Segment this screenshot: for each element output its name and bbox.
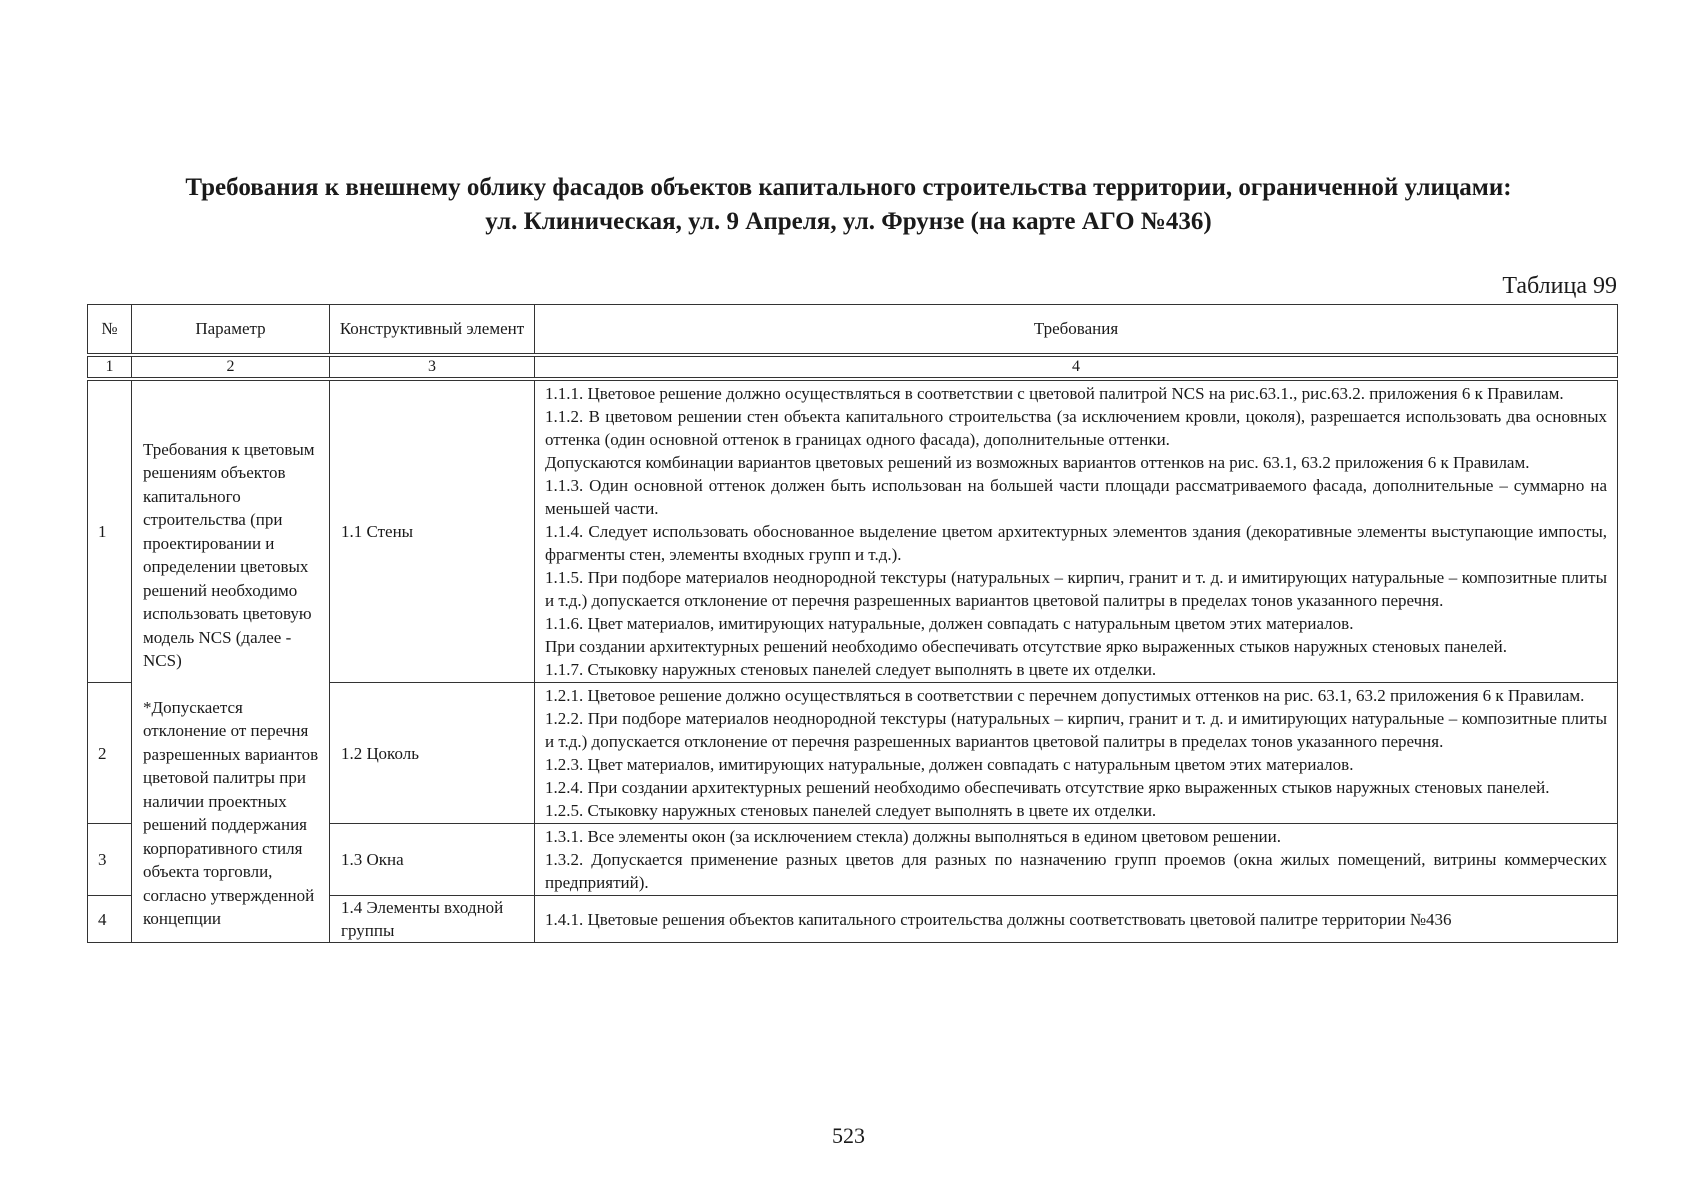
header-no: № [88, 305, 132, 356]
requirement-item: 1.1.1. Цветовое решение должно осуществляться в соответствии с цветовой палитрой NCS на рис.63.1., рис.63.2. приложения 6 к Правилам. [545, 384, 1564, 403]
requirement-item: 1.2.5. Стыковку наружных стеновых панелей следует выполнять в цвете их отделки. [545, 801, 1157, 820]
requirement-item: 1.1.6. Цвет материалов, имитирующих натуральные, должен совпадать с натуральным цветом этих материалов. [545, 614, 1354, 633]
requirement-item: 1.3.2. Допускается применение разных цветов для разных по назначению групп проемов (окна жилых помещений, витрины коммерческих предприятий). [545, 850, 1607, 892]
param-text: Требования к цветовым решениям объектов капитального строительства (при проектировании и определении цветовых решений необходимо использовать цветовую модель NCS (далее - NCS) [143, 439, 315, 670]
table-row [88, 379, 1618, 683]
requirement-item: 1.1.2. В цветовом решении стен объекта капитального строительства (за исключением кровли, цоколя), разрешается использовать два основных оттенка (один основной оттенок в границах одного фасада), дополнительные оттенки. [545, 407, 1607, 449]
requirements-cell [535, 896, 1618, 943]
col-number: 1 [88, 355, 132, 379]
table-label: Таблица 99 [1502, 273, 1617, 299]
requirement-item: 1.3.1. Все элементы окон (за исключением стекла) должны выполняться в едином цветовом решении. [545, 827, 1281, 846]
element-cell: 1.2 Цоколь [330, 683, 535, 824]
requirement-item: 1.1.4. Следует использовать обоснованное выделение цветом архитектурных элементов здания (декоративные элементы выступающие импосты, фрагменты стен, элементы входных групп и т.д.). [545, 522, 1607, 564]
element-cell: 1.4 Элементы входной группы [330, 896, 535, 943]
header-param: Параметр [132, 305, 330, 356]
requirement-item: 1.2.1. Цветовое решение должно осуществляться в соответствии с перечнем допустимых оттенков на рис. 63.1, 63.2 приложения 6 к Правилам. [545, 686, 1585, 705]
requirement-item: 1.2.2. При подборе материалов неоднородной текстуры (натуральных – кирпич, гранит и т. д. и имитирующих натуральные – композитные плиты и т.д.) допускается отклонение от перечня разрешенных вариантов цветовой палитры в пределах тонов указанного перечня. [545, 709, 1607, 751]
requirement-item: Допускаются комбинации вариантов цветовых решений из возможных вариантов оттенков на рис. 63.1, 63.2 приложения 6 к Правилам. [545, 453, 1530, 472]
element-cell: 1.1 Стены [330, 379, 535, 683]
col-number: 4 [535, 355, 1618, 379]
col-number: 3 [330, 355, 535, 379]
param-note: *Допускается отклонение от перечня разрешенных вариантов цветовой палитры при наличии проектных решений поддержания корпоративного стиля объекта торговли, согласно утвержденной концепции [143, 697, 319, 928]
header-element: Конструктивный элемент [330, 305, 535, 356]
element-cell: 1.3 Окна [330, 824, 535, 896]
document-title [60, 171, 1637, 239]
param-cell [132, 379, 330, 943]
requirement-item: При создании архитектурных решений необходимо обеспечивать отсутствие ярко выраженных стыков наружных стеновых панелей. [545, 637, 1507, 656]
col-number: 2 [132, 355, 330, 379]
requirement-item: 1.1.7. Стыковку наружных стеновых панелей следует выполнять в цвете их отделки. [545, 660, 1157, 679]
requirements-cell [535, 379, 1618, 683]
row-number: 4 [88, 896, 132, 943]
requirement-item: 1.4.1. Цветовые решения объектов капитального строительства должны соответствовать цветовой палитре территории №436 [545, 909, 1452, 929]
requirement-item: 1.1.3. Один основной оттенок должен быть использован на большей части площади рассматриваемого фасада, дополнительные – суммарно на меньшей части. [545, 476, 1607, 518]
requirement-item: 1.2.4. При создании архитектурных решений необходимо обеспечивать отсутствие ярко выраженных стыков наружных стеновых панелей. [545, 778, 1550, 797]
title-line-1: Требования к внешнему облику фасадов объектов капитального строительства территории, ограниченной улицами: [185, 174, 1512, 201]
requirements-cell [535, 683, 1618, 824]
row-number: 3 [88, 824, 132, 896]
row-number: 1 [88, 379, 132, 683]
requirements-cell [535, 824, 1618, 896]
requirements-table [87, 304, 1618, 943]
column-numbers-row [88, 355, 1618, 379]
row-number: 2 [88, 683, 132, 824]
header-requirements: Требования [535, 305, 1618, 356]
header-row [88, 305, 1618, 356]
page-number: 523 [832, 1123, 865, 1148]
requirement-item: 1.2.3. Цвет материалов, имитирующих натуральные, должен совпадать с натуральным цветом этих материалов. [545, 755, 1354, 774]
requirement-item: 1.1.5. При подборе материалов неоднородной текстуры (натуральных – кирпич, гранит и т. д. и имитирующих натуральные – композитные плиты и т.д.) допускается отклонение от перечня разрешенных вариантов цветовой палитры в пределах тонов указанного перечня. [545, 568, 1607, 610]
title-line-2: ул. Клиническая, ул. 9 Апреля, ул. Фрунзе (на карте АГО №436) [485, 208, 1212, 235]
